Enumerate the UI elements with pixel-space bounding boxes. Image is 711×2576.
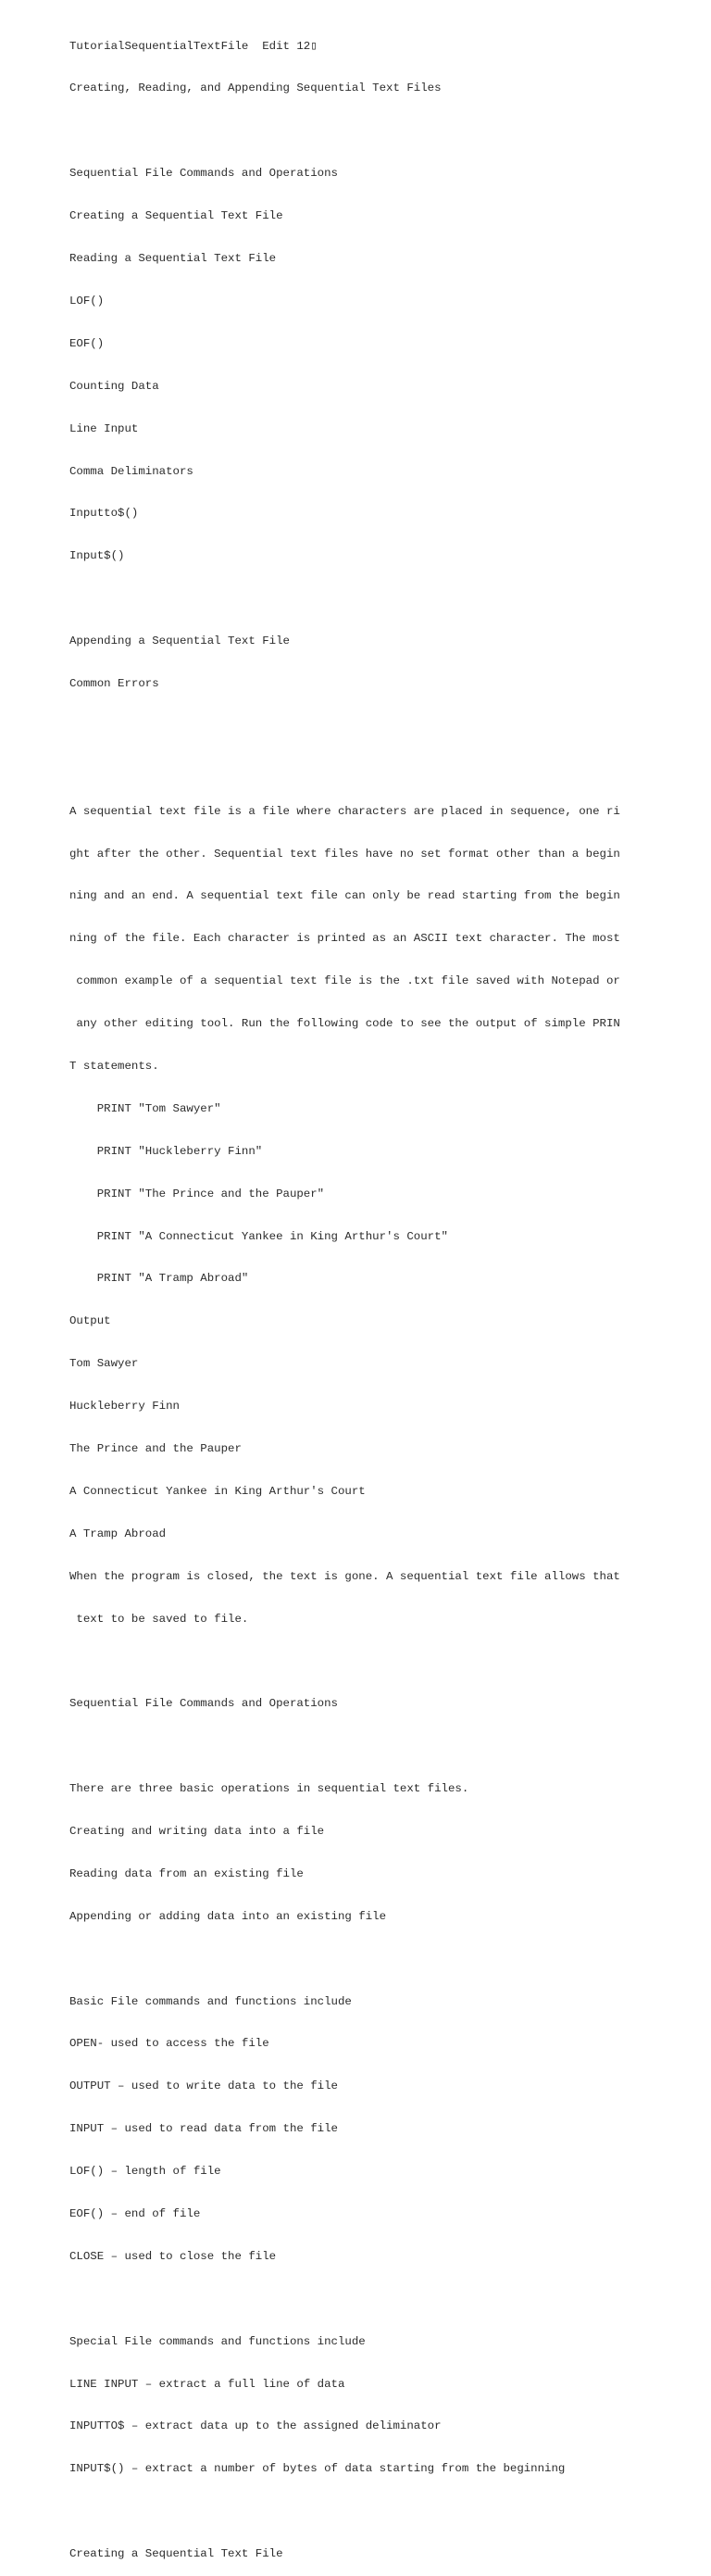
doc-title: TutorialSequentialTextFile Edit 12▯: [69, 39, 318, 53]
text-line: [69, 1740, 699, 1753]
list-item: EOF() – end of file: [69, 2207, 201, 2221]
toc-item: Sequential File Commands and Operations: [69, 167, 338, 181]
toc-item: Inputto$(): [69, 507, 139, 521]
list-item: OUTPUT – used to write data to the file: [69, 2080, 338, 2093]
list-item: OPEN- used to access the file: [69, 2037, 269, 2051]
document-page: [69, 11, 699, 2576]
toc-item: LOF(): [69, 294, 105, 308]
output-line: The Prince and the Pauper: [69, 1441, 242, 1455]
toc-item: Creating a Sequential Text File: [69, 209, 283, 223]
output-line: Tom Sawyer: [69, 1357, 139, 1371]
toc-item: Input$(): [69, 549, 125, 563]
code-line: PRINT "The Prince and the Pauper": [69, 1187, 325, 1200]
body-text: ning and an end. A sequential text file can only be read starting from the begin: [69, 889, 620, 903]
toc-item: Comma Deliminators: [69, 464, 193, 478]
body-text: There are three basic operations in sequential text files.: [69, 1782, 469, 1796]
text-line: [69, 592, 699, 606]
list-item: LINE INPUT – extract a full line of data: [69, 2377, 345, 2391]
text-line: [69, 2293, 699, 2306]
text-line: [69, 2505, 699, 2519]
text-line: [69, 124, 699, 138]
list-item: INPUT – used to read data from the file: [69, 2122, 338, 2136]
output-line: A Connecticut Yankee in King Arthur's Court: [69, 1484, 366, 1498]
toc-item: Common Errors: [69, 676, 159, 690]
code-line: PRINT "Tom Sawyer": [69, 1101, 221, 1115]
toc-item: EOF(): [69, 336, 105, 350]
list-item: CLOSE – used to close the file: [69, 2249, 277, 2263]
body-text: ning of the file. Each character is printed as an ASCII text character. The most: [69, 932, 620, 946]
list-item: LOF() – length of file: [69, 2165, 221, 2179]
body-text: When the program is closed, the text is gone. A sequential text file allows that: [69, 1569, 620, 1583]
body-text: T statements.: [69, 1059, 159, 1073]
body-text: A sequential text file is a file where characters are placed in sequence, one ri: [69, 804, 620, 818]
toc-item: Line Input: [69, 421, 139, 435]
output-heading: Output: [69, 1314, 111, 1328]
code-line: PRINT "A Connecticut Yankee in King Arthur's Court": [69, 1229, 448, 1243]
section-heading: Sequential File Commands and Operations: [69, 1697, 338, 1711]
body-text: Basic File commands and functions include: [69, 1994, 352, 2008]
text-line: [69, 1654, 699, 1668]
doc-subtitle: Creating, Reading, and Appending Sequential Text Files: [69, 82, 442, 95]
section-heading: Creating a Sequential Text File: [69, 2547, 283, 2561]
list-item: INPUT$() – extract a number of bytes of data starting from the beginning: [69, 2462, 566, 2476]
toc-item: Appending a Sequential Text File: [69, 635, 290, 648]
text-line: [69, 762, 699, 776]
body-text: common example of a sequential text file is the .txt file saved with Notepad or: [69, 974, 620, 988]
body-text: any other editing tool. Run the following code to see the output of simple PRIN: [69, 1017, 620, 1031]
output-line: A Tramp Abroad: [69, 1527, 167, 1540]
body-text: Special File commands and functions include: [69, 2334, 366, 2348]
toc-item: Reading a Sequential Text File: [69, 252, 277, 266]
list-item: Reading data from an existing file: [69, 1866, 304, 1880]
body-text: text to be saved to file.: [69, 1612, 249, 1626]
code-line: PRINT "A Tramp Abroad": [69, 1272, 249, 1286]
code-line: PRINT "Huckleberry Finn": [69, 1144, 263, 1158]
text-line: [69, 1953, 699, 1967]
output-line: Huckleberry Finn: [69, 1400, 180, 1414]
list-item: Appending or adding data into an existing file: [69, 1909, 387, 1923]
list-item: Creating and writing data into a file: [69, 1825, 325, 1838]
text-line: [69, 720, 699, 734]
list-item: INPUTTO$ – extract data up to the assigned deliminator: [69, 2419, 442, 2433]
toc-item: Counting Data: [69, 379, 159, 393]
body-text: ght after the other. Sequential text files have no set format other than a begin: [69, 847, 620, 861]
